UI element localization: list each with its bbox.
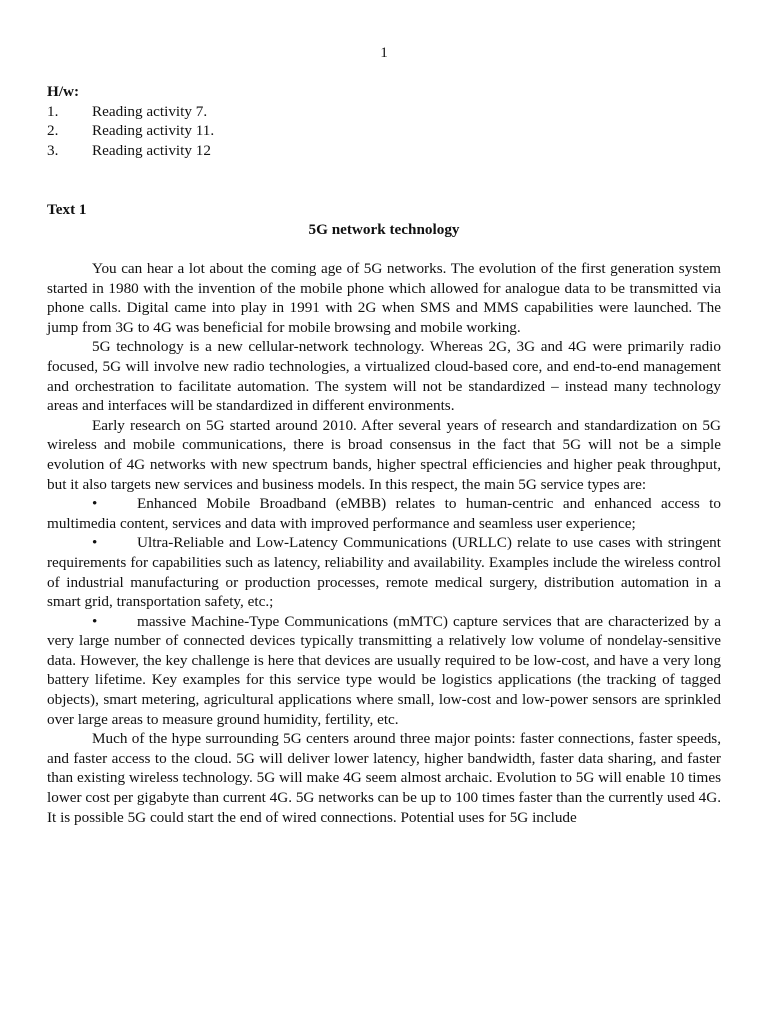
paragraph: Early research on 5G started around 2010. After several years of research and standardization on 5G wireless and mobile communications, there is broad consensus in the fact that 5G will not be a simple evolution of 4G networks with new spectrum bands, higher spectral efficiencies and higher peak throughput, but it also targets new services and business models. In this respect, the main 5G service types are: [47,416,721,493]
homework-item-text: Reading activity 11. [92,122,215,140]
homework-item [47,121,214,141]
homework-item-number: 3. [47,141,59,159]
bullet-text: Ultra-Reliable and Low-Latency Communications (URLLC) relate to use cases with stringent requirements for capabilities such as latency, reliability and availability. Examples include the wireless control of industrial manufacturing or production processes, remote medical surgery, distribution automation in a smart grid, transportation safety, etc.; [47,534,721,611]
bullet-item: • Enhanced Mobile Broadband (eMBB) relates to human-centric and enhanced access to multimedia content, services and data with improved performance and seamless user experience; [47,495,721,532]
article-body [47,259,721,827]
homework-item-number: 2. [47,122,59,140]
document-title: 5G network technology [308,221,460,238]
homework-title: H/w: [47,83,80,100]
homework-item [47,141,214,161]
bullet-text: massive Machine-Type Communications (mMTC) capture services that are characterized by a very large number of connected devices typically transmitting a relatively low volume of nondelay-sensitive data. However, the key challenge is here that devices are usually required to be low-cost, and have a very long battery lifetime. Key examples for this service type would be logistics applications (the tracking of tagged objects), smart metering, agricultural applications where small, low-cost and low-power sensors are sprinkled over large areas to measure ground humidity, fertility, etc. [47,612,721,728]
homework-item-text: Reading activity 7. [92,102,208,120]
paragraph: You can hear a lot about the coming age of 5G networks. The evolution of the first generation system started in 1980 with the invention of the mobile phone which allowed for analogue data to be transmitted via phone calls. Digital came into play in 1991 with 2G when SMS and MMS capabilities were launched. The jump from 3G to 4G was beneficial for mobile browsing and mobile working. [47,260,721,336]
homework-item-number: 1. [47,102,59,120]
paragraph: Much of the hype surrounding 5G centers around three major points: faster connections, faster speeds, and faster access to the cloud. 5G will deliver lower latency, higher bandwidth, faster data sharing, and faster than existing wireless technology. 5G will make 4G seem almost archaic. Evolution to 5G will enable 10 times lower cost per gigabyte than current 4G. 5G networks can be up to 100 times faster than the currently used 4G. It is possible 5G could start the end of wired connections. Potential uses for 5G include [47,730,721,826]
text-label: Text 1 [47,201,87,218]
bullet-text: Enhanced Mobile Broadband (eMBB) relates to human-centric and enhanced access to multimedia content, services and data with improved performance and seamless user experience; [47,495,721,532]
homework-block [47,82,214,160]
homework-item [47,102,214,122]
homework-item-text: Reading activity 12 [92,141,211,159]
page-number: 1 [380,44,388,61]
paragraph: 5G technology is a new cellular-network technology. Whereas 2G, 3G and 4G were primarily radio focused, 5G will involve new radio technologies, a virtualized cloud-based core, and end-to-end management and orchestration to facilitate automation. The system will not be standardized – instead many technology areas and interfaces will be standardized in different environments. [47,338,721,415]
bullet-item: • massive Machine-Type Communications (mMTC) capture services that are characterized by a very large number of connected devices typically transmitting a relatively low volume of nondelay-sensitive data. However, the key challenge is here that devices are usually required to be low-cost, and have a very long battery lifetime. Key examples for this service type would be logistics applications (the tracking of tagged objects), smart metering, agricultural applications where small, low-cost and low-power sensors are sprinkled over large areas to measure ground humidity, fertility, etc. [47,612,721,728]
bullet-item: • Ultra-Reliable and Low-Latency Communications (URLLC) relate to use cases with stringent requirements for capabilities such as latency, reliability and availability. Examples include the wireless control of industrial manufacturing or production processes, remote medical surgery, distribution automation in a smart grid, transportation safety, etc.; [47,534,721,611]
